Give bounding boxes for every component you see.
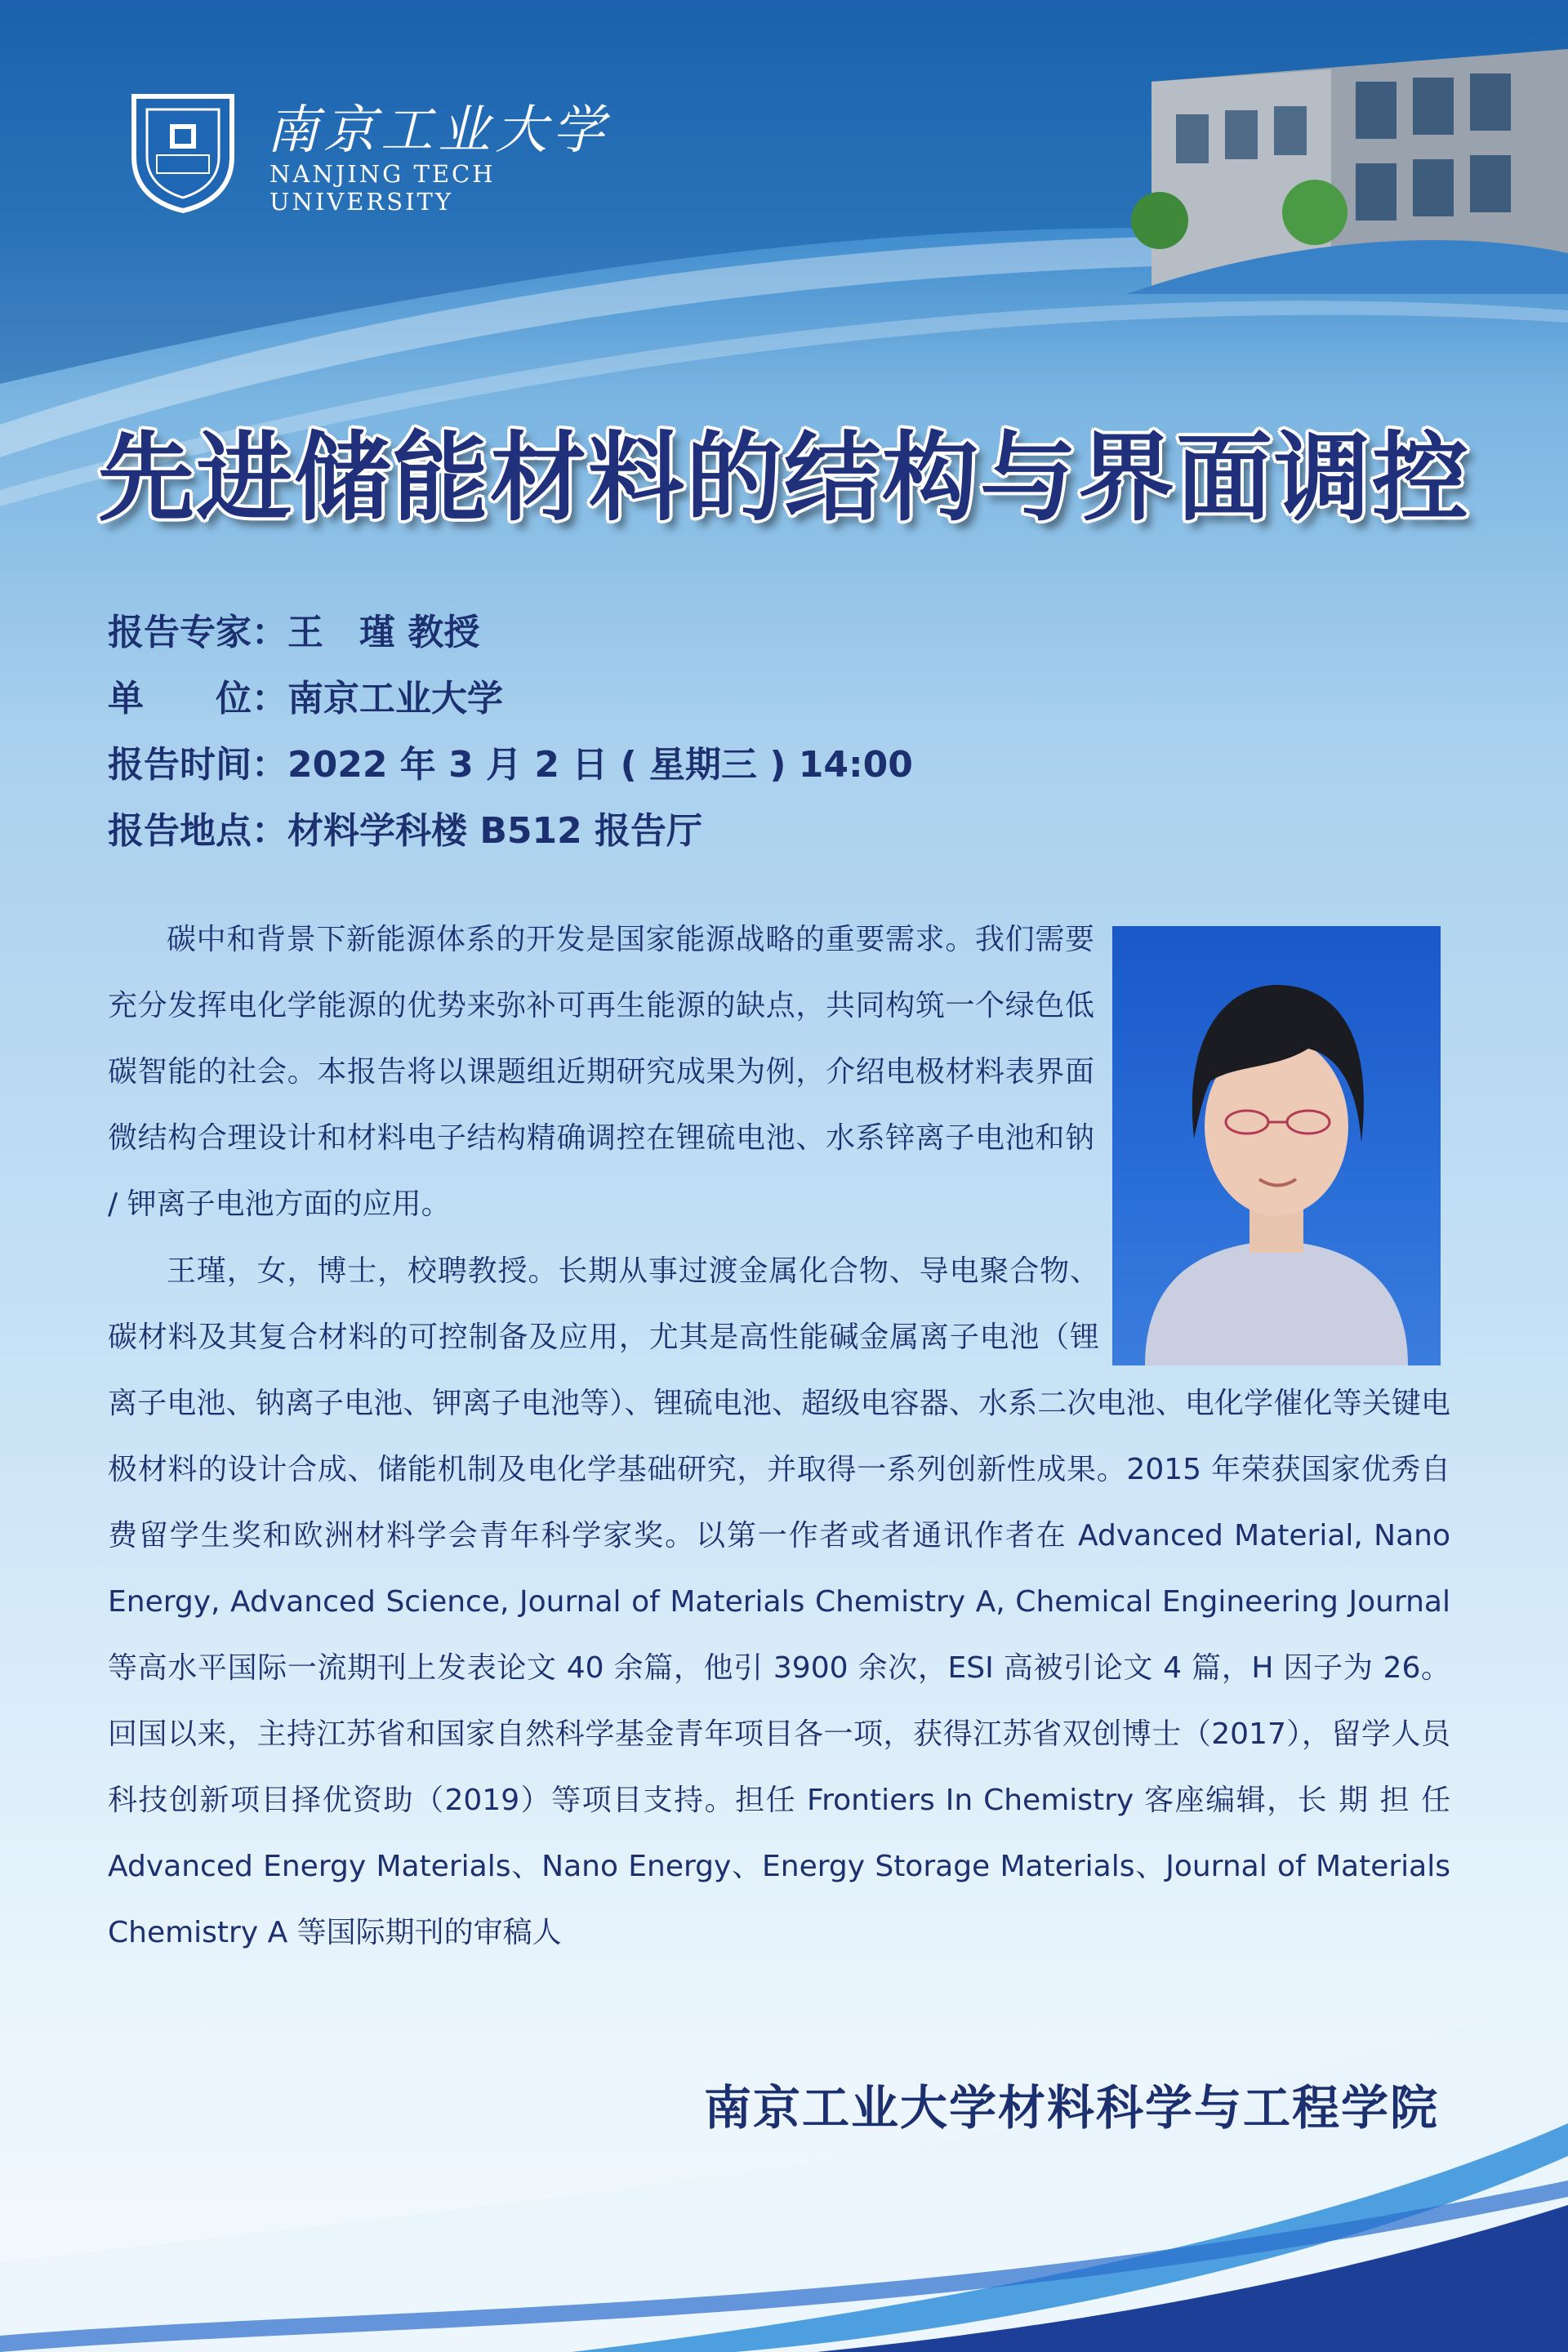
university-name-en: NANJING TECH UNIVERSITY [270,160,496,216]
university-logo [129,91,237,214]
info-value: 南京工业大学 [287,678,503,719]
info-location [108,804,913,871]
info-time [108,738,913,804]
info-value: 2022 年 3 月 2 日 ( 星期三 ) 14:00 [287,744,913,786]
lecture-title: 先进储能材料的结构与界面调控 [97,421,1470,534]
info-label: 报告专家： [108,612,287,653]
info-label: 报告地点： [108,810,287,852]
abstract-section [108,906,1094,1237]
photo-text-wrap-spacer [1099,1238,1450,1370]
bio-section [108,1238,1450,1966]
campus-building-image [1127,49,1568,294]
abstract-paragraph: 碳中和背景下新能源体系的开发是国家能源战略的重要需求。我们需要充分发挥电化学能源的优势来弥补可再生能源的缺点，共同构筑一个绿色低碳智能的社会。本报告将以课题组近期研究成果为例，介绍电极材料表界面微结构合理设计和材料电子结构精确调控在锂硫电池、水系锌离子电池和钠 / 钾离子电池方面的应用。 [108,923,1094,1221]
organizer-name: 南京工业大学材料科学与工程学院 [703,2080,1439,2136]
info-affiliation [108,672,913,738]
info-value: 材料学科楼 B512 报告厅 [287,810,703,852]
info-value: 王 瑾 教授 [287,612,480,653]
lecture-info [108,606,913,871]
info-label: 单 位： [108,678,287,719]
info-label: 报告时间： [108,744,287,786]
university-name-cn: 南京工业大学 [266,100,609,161]
info-speaker [108,606,913,672]
bio-paragraph: 王瑾，女，博士，校聘教授。长期从事过渡金属化合物、导电聚合物、碳材料及其复合材料的可控制备及应用，尤其是高性能碱金属离子电池（锂离子电池、钠离子电池、钾离子电池等）、锂硫电池、超级电容器、水系二次电池、电化学催化等关键电极材料的设计合成、储能机制及电化学基础研究，并取得一系列创新性成果。2015 年荣获国家优秀自费留学生奖和欧洲材料学会青年科学家奖。以第一作者或者通讯作者在 Advanced Material, Nano Energy, Advanced Science, Journal of Materials Chemistry A, Chemical Engineering Journal 等高水平国际一流期刊上发表论文 40 余篇，他引 3900 余次，ESI 高被引论文 4 篇，H 因子为 26。回国以来，主持江苏省和国家自然科学基金青年项目各一项，获得江苏省双创博士（2017），留学人员科技创新项目择优资助（2019）等项目支持。担任 Frontiers In Chemistry 客座编辑，长 期 担 任 Advanced Energy Materials、Nano Energy、Energy Storage Materials、Journal of Materials Chemistry A 等国际期刊的审稿人 [108,1254,1450,1949]
footer-wave-decoration [0,1993,1568,2352]
